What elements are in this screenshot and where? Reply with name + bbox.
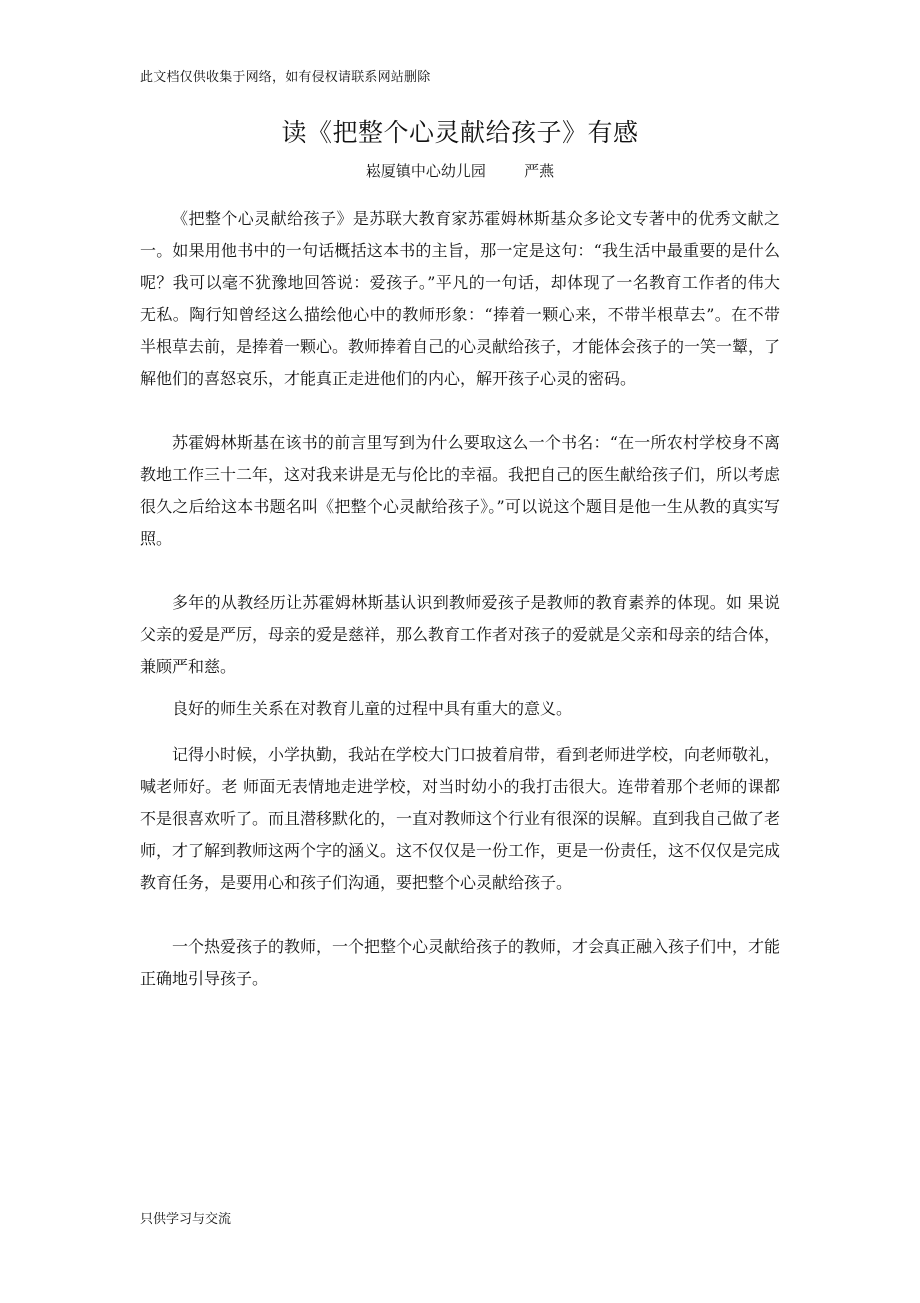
author-byline: 崧厦镇中心幼儿园 严燕 [365,162,555,180]
paragraph: 多年的从教经历让苏霍姆林斯基认识到教师爱孩子是教师的教育素养的体现。如 果说父亲的爱是严厉，母亲的爱是慈祥，那么教育工作者对孩子的爱就是父亲和母亲的结合体，兼顾严和慈。 [140,593,781,676]
paragraph: 一个热爱孩子的教师，一个把整个心灵献给孩子的教师，才会真正融入孩子们中，才能正确地引导孩子。 [140,937,781,988]
document-title: 读《把整个心灵献给孩子》有感 [281,118,639,147]
document-body [140,203,780,995]
paragraph: 《把整个心灵献给孩子》是苏联大教育家苏霍姆林斯基众多论文专著中的优秀文献之一。如果用他书中的一句话概括这本书的主旨，那一定是这句：“我生活中最重要的是什么呢？我可以毫不犹豫地回答说：爱孩子。”平凡的一句话，却体现了一名教育工作者的伟大无私。陶行知曾经这么描绘他心中的教师形象：“捧着一颗心来，不带半根草去”。在不带半根草去前，是捧着一颗心。教师捧着自己的心灵献给孩子，才能体会孩子的一笑一颦，了解他们的喜怒哀乐，才能真正走进他们的内心，解开孩子心灵的密码。 [140,209,781,388]
footer-note: 只供学习与交流 [140,1212,232,1227]
paragraph: 记得小时候，小学执勤，我站在学校大门口披着肩带，看到老师进学校，向老师敬礼，喊老师好。老 师面无表情地走进学校，对当时幼小的我打击很大。连带着那个老师的课都不是很喜欢听了。而且潜移默化的，一直对教师这个行业有很深的误解。直到我自己做了老师，才了解到教师这两个字的涵义。这不仅仅是一份工作，更是一份责任，这不仅仅是完成教育任务，是要用心和孩子们沟通，要把整个心灵献给孩子。 [140,745,781,892]
paragraph: 良好的师生关系在对教育儿童的过程中具有重大的意义。 [172,699,573,718]
paragraph: 苏霍姆林斯基在该书的前言里写到为什么要取这么一个书名：“在一所农村学校身不离教地工作三十二年，这对我来讲是无与伦比的幸福。我把自己的医生献给孩子们，所以考虑很久之后给这本书题名叫《把整个心灵献给孩子》。”可以说这个题目是他一生从教的真实写照。 [140,433,781,548]
header-disclaimer: 此文档仅供收集于网络，如有侵权请联系网站删除 [140,70,431,85]
